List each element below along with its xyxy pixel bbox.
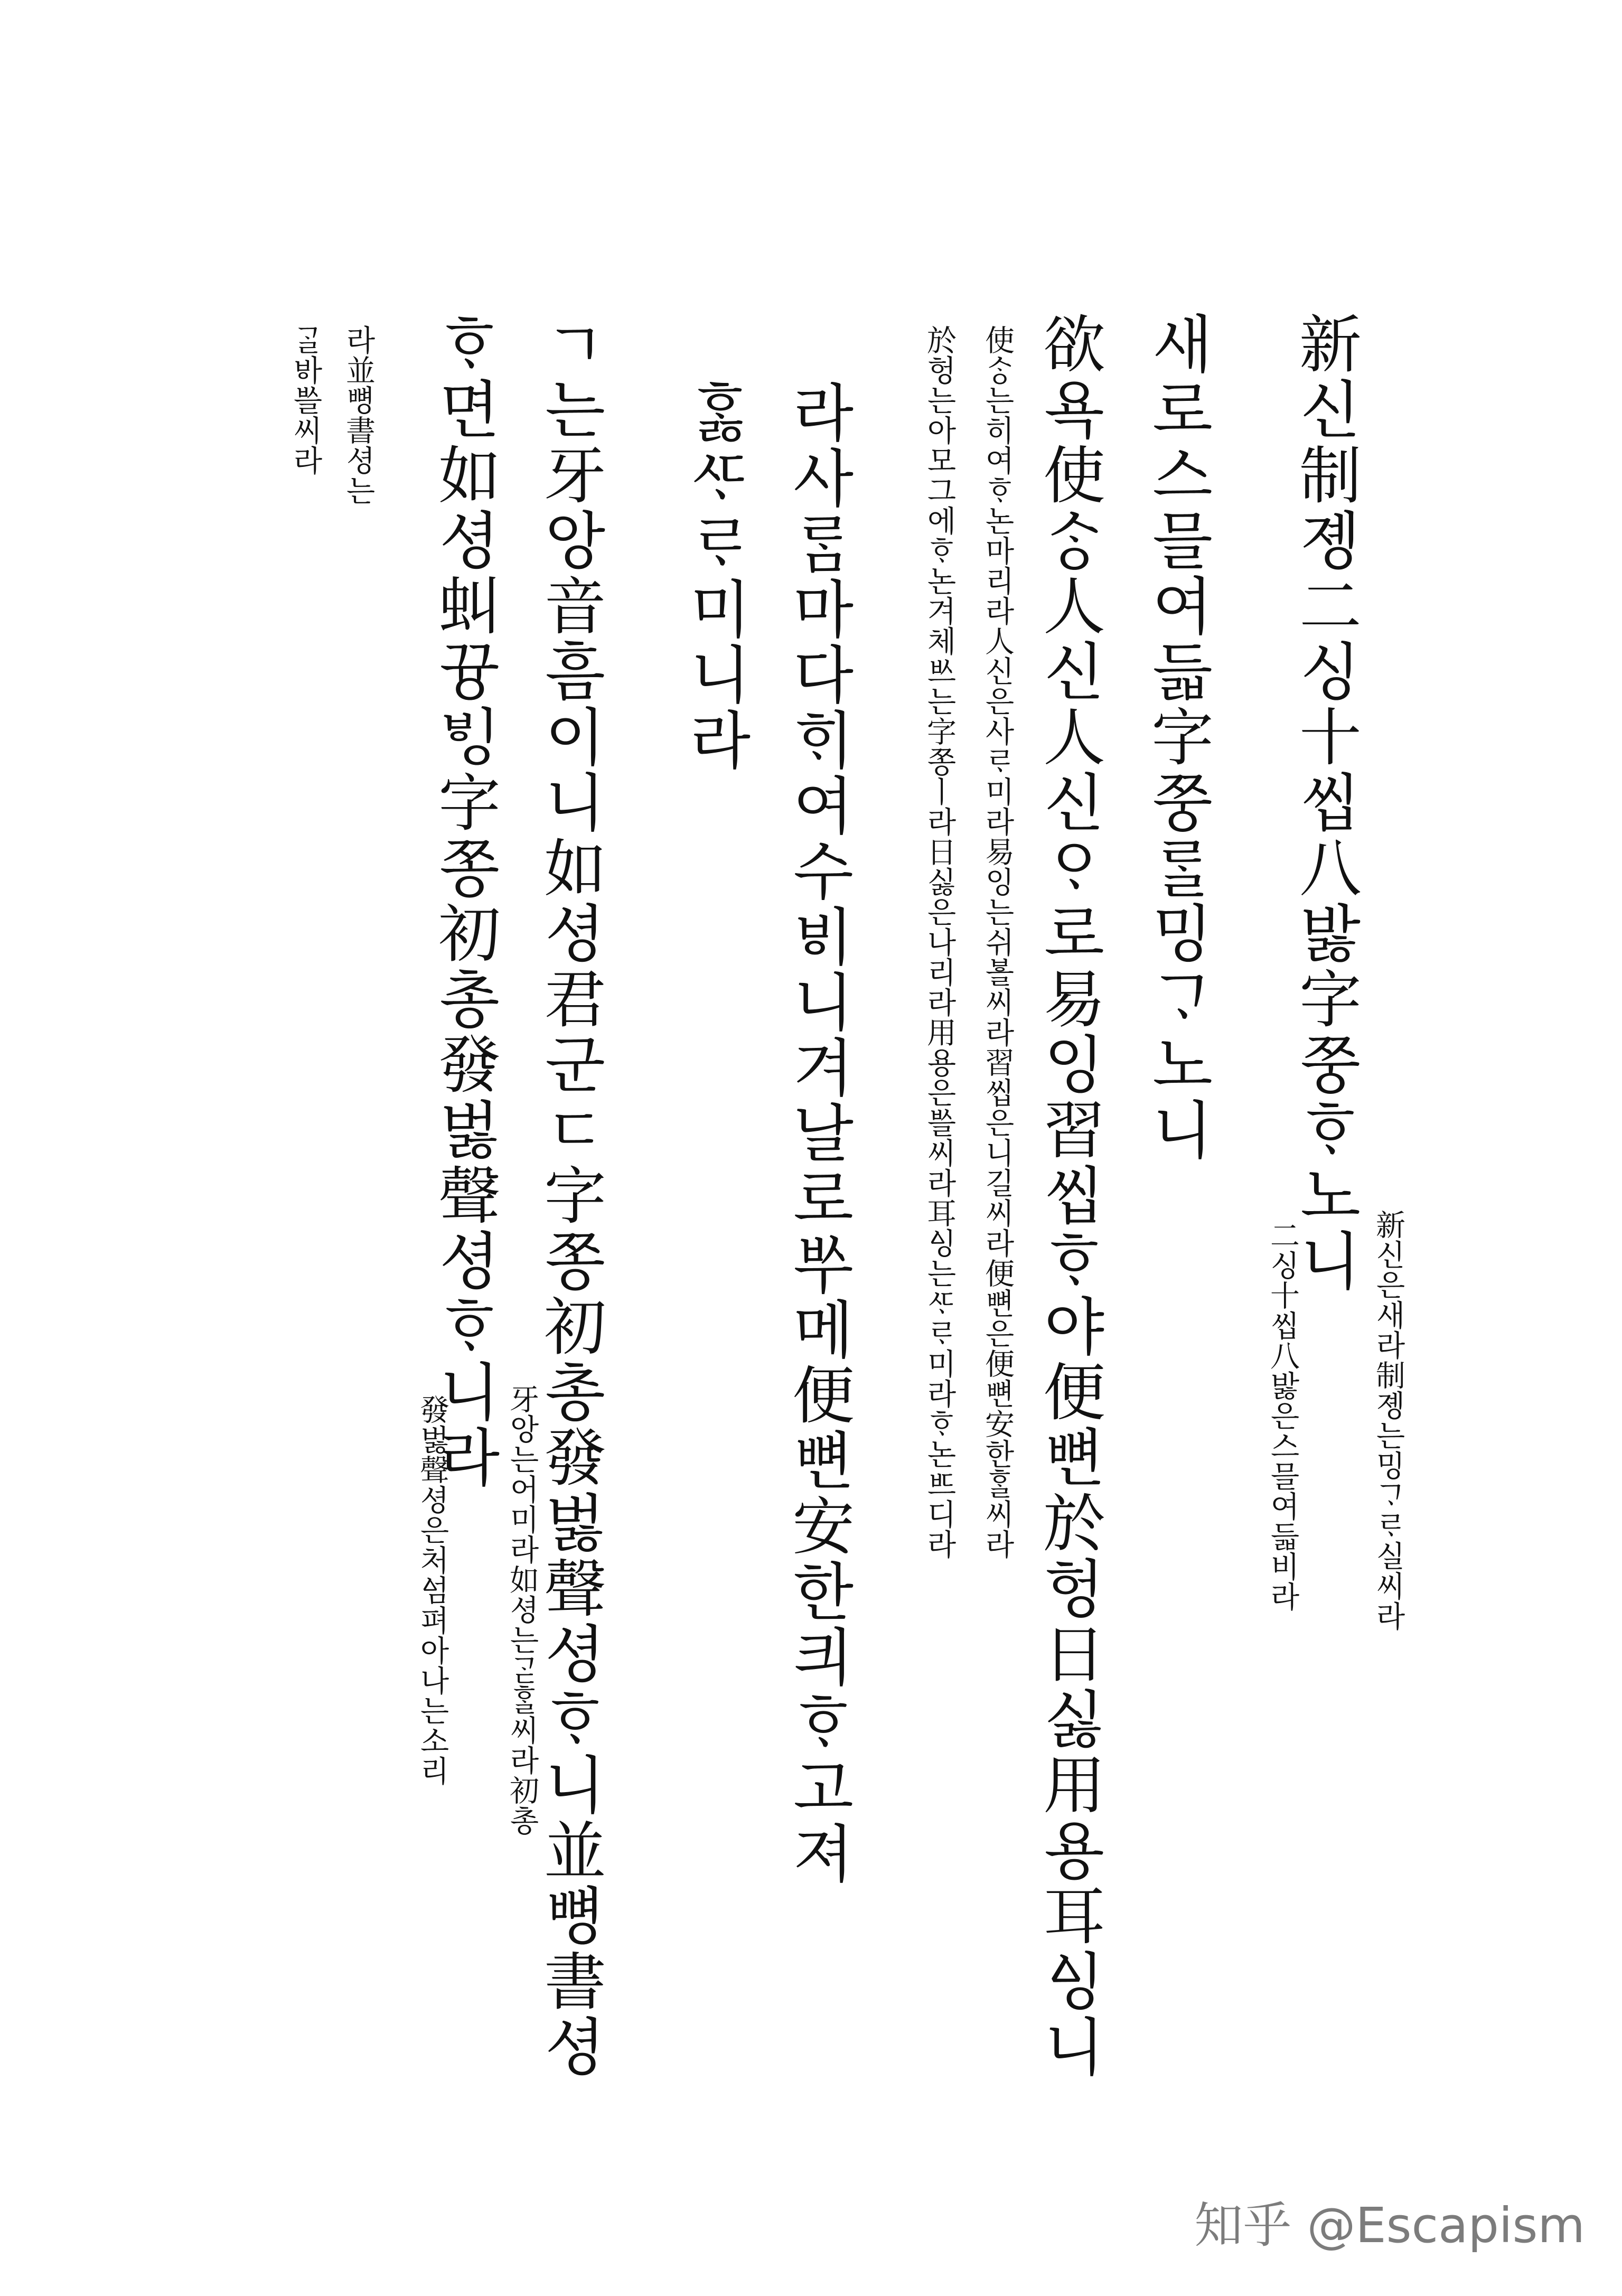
- annotation-column-7b: 發벓聲셩은처ᅀᅥᆷ펴아나는소리: [415, 1394, 449, 1786]
- text-column-6: ㄱ는牙앙音흠이니如셩君군ㄷ字쫑初총發벓聲셩ᄒᆞ니並뼝書셩: [533, 312, 606, 2080]
- annotation-column-8b: ᄀᆞᆯᄫᅡᄡᅳᆯ씨라: [288, 325, 323, 475]
- text-column-4: 라사ᄅᆞᆷ마다ᄒᆡ여수ᄫᅵ니겨날로ᄡᅮ메便뼌安한킈ᄒᆞ고져: [782, 380, 855, 1887]
- annotation-column-1b: 二싱十씹八밣은스믈여듧비라: [1265, 1220, 1300, 1611]
- text-column-1: 新신制졩二싱十씹八밣字쭝ᄒᆞ노니: [1289, 312, 1362, 1294]
- annotation-column-3b: 於헝는아모그에ᄒᆞ논겨체ᄡᅳ는字쫑ㅣ라日싫은나리라用용은ᄡᅳᆯ씨라耳ᅀᅵᆼ는ᄯᆞᄅᆞ미라ᄒᆞ논ᄠᅳ디라: [922, 325, 957, 1559]
- annotation-column-7a: 牙앙는어미라如셩는ᄀᆞᆮᄒᆞᆯ씨라初총: [505, 1384, 539, 1835]
- annotation-column-3a: 使ᄉᆞᆼ는히여ᄒᆞ논마리라人신은사ᄅᆞ미라易잉는쉬ᄫᅳᆯ씨라習씹은니길씨라便뼌은便뼌安한ᄒᆞᆯ씨라: [980, 325, 1015, 1559]
- text-column-2: 새로스믈여듧字쭝ᄅᆞᆯ밍ᄀᆞ노니: [1141, 312, 1214, 1163]
- annotation-column-1a: 新신은새라制졩는밍ᄀᆞᄅᆞ실씨라: [1371, 1210, 1405, 1631]
- text-column-5: ᄒᆞᇙᄯᆞᄅᆞ미니라: [679, 380, 752, 773]
- text-column-3: 欲욕使ᄉᆞᆼ人신人신ᄋᆞ로易잉習씹ᄒᆞ야便뼌於헝日싫用용耳ᅀᅵᆼ니: [1033, 312, 1105, 2080]
- text-column-7: ᄒᆞ면如셩虯뀽ᄫᅵᆼ字쫑初총發벓聲셩ᄒᆞ니라: [428, 312, 501, 1491]
- annotation-column-8a: 라並뼝書셩는: [341, 325, 376, 505]
- watermark: 知乎 @Escapism: [1194, 2197, 1585, 2254]
